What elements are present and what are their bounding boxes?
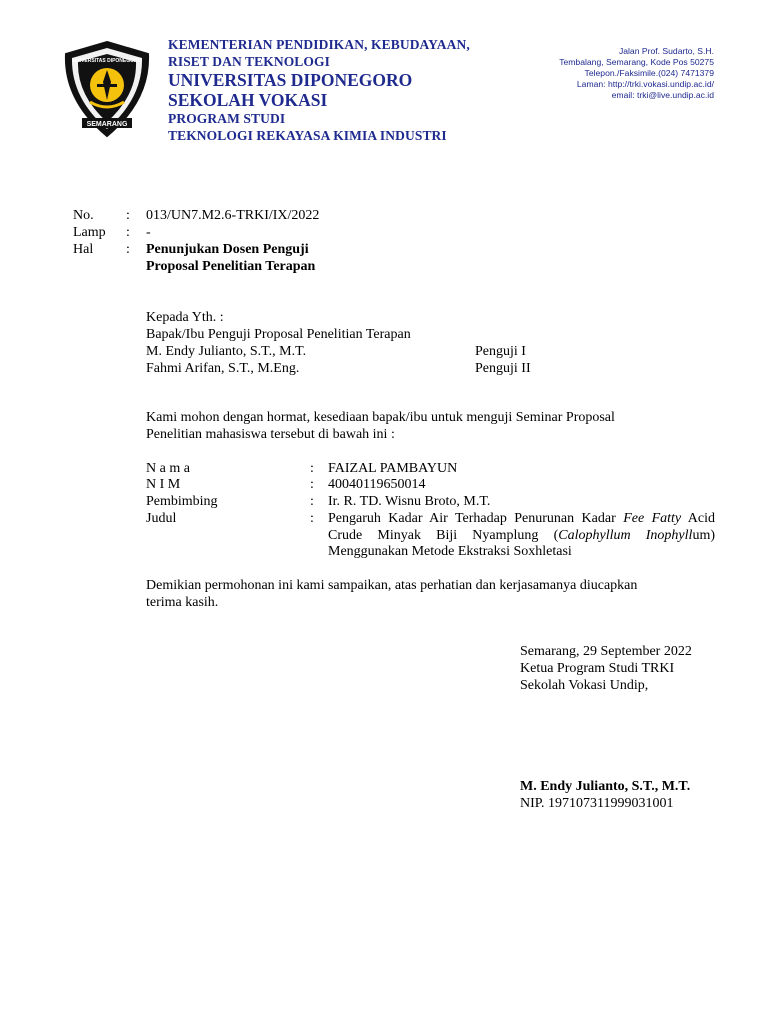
- university-logo: [62, 40, 152, 138]
- address-line: Tembalang, Semarang, Kode Pos 50275: [559, 57, 714, 67]
- subject-line-1: Penunjukan Dosen Penguji: [146, 242, 309, 257]
- closing-line-2: terima kasih.: [146, 595, 219, 610]
- ministry-line-2: RISET DAN TEKNOLOGI: [168, 54, 330, 69]
- title-italic-text: Calophyllum Inophyll: [558, 527, 693, 543]
- nim-label: N I M: [146, 477, 181, 492]
- supervisor-name: Ir. R. TD. Wisnu Broto, M.T.: [328, 494, 491, 509]
- colon: :: [310, 477, 314, 492]
- examiner-role: Penguji II: [475, 361, 531, 376]
- pembimbing-label: Pembimbing: [146, 494, 218, 509]
- program-line-1: PROGRAM STUDI: [168, 111, 286, 126]
- hal-label: Hal: [73, 242, 94, 257]
- examiner-name: Fahmi Arifan, S.T., M.Eng.: [146, 361, 300, 376]
- greeting: Kepada Yth. :: [146, 310, 224, 325]
- student-name: FAIZAL PAMBAYUN: [328, 461, 458, 476]
- recipient-line: Bapak/Ibu Penguji Proposal Penelitian Terapan: [146, 327, 411, 342]
- signer-position: Ketua Program Studi TRKI: [520, 661, 675, 676]
- signer-nip: NIP. 197107311999031001: [520, 796, 674, 811]
- logo-top-text: UNIVERSITAS DIPONEGORO: [72, 58, 142, 64]
- colon: :: [310, 511, 314, 526]
- letterhead-address: [559, 46, 714, 101]
- ministry-line-1: KEMENTERIAN PENDIDIKAN, KEBUDAYAAN,: [168, 37, 470, 52]
- examiner-name: M. Endy Julianto, S.T., M.T.: [146, 344, 307, 359]
- colon: :: [126, 225, 130, 240]
- place-date: Semarang, 29 September 2022: [520, 644, 692, 659]
- program-line-2: TEKNOLOGI REKAYASA KIMIA INDUSTRI: [168, 128, 447, 143]
- colon: :: [126, 242, 130, 257]
- website-line[interactable]: Laman: http://trki.vokasi.undip.ac.id/: [576, 79, 714, 89]
- lamp-value: -: [146, 225, 151, 240]
- title-text: Acid Crude Minyak Biji Nyamplung (: [328, 511, 716, 543]
- school-name: SEKOLAH VOKASI: [168, 90, 328, 110]
- letter-number: 013/UN7.M2.6-TRKI/IX/2022: [146, 208, 320, 223]
- title-text: um) Menggunakan Metode Ekstraksi Soxhletasi: [328, 527, 715, 559]
- judul-label: Judul: [146, 511, 177, 526]
- lamp-label: Lamp: [73, 225, 106, 240]
- examiner-role: Penguji I: [475, 344, 526, 359]
- email-line[interactable]: email: trki@live.undip.ac.id: [611, 90, 714, 100]
- student-nim: 40040119650014: [328, 477, 426, 492]
- colon: :: [126, 208, 130, 223]
- university-name: UNIVERSITAS DIPONEGORO: [168, 70, 413, 90]
- signer-name: M. Endy Julianto, S.T., M.T.: [520, 779, 691, 794]
- address-line: Jalan Prof. Sudarto, S.H.: [618, 46, 714, 56]
- colon: :: [310, 494, 314, 509]
- title-italic-text: Fee Fatty: [623, 511, 682, 526]
- logo-bottom-text: SEMARANG: [86, 121, 128, 128]
- phone-line: Telepon./Faksimile.(024) 7471379: [584, 68, 714, 78]
- letterhead-text: [168, 36, 470, 144]
- intro-line-1: Kami mohon dengan hormat, kesediaan bapak/ibu untuk menguji Seminar Proposal: [146, 410, 615, 425]
- subject-line-2: Proposal Penelitian Terapan: [146, 259, 316, 274]
- colon: :: [310, 461, 314, 476]
- closing-line-1: Demikian permohonan ini kami sampaikan, atas perhatian dan kerjasamanya diucapkan: [146, 578, 638, 593]
- no-label: No.: [73, 208, 94, 223]
- thesis-title: [328, 511, 715, 561]
- nama-label: N a m a: [146, 461, 190, 476]
- intro-line-2: Penelitian mahasiswa tersebut di bawah ini :: [146, 427, 395, 442]
- title-text: Pengaruh Kadar Air Terhadap Penurunan Kadar: [328, 511, 624, 526]
- signer-institution: Sekolah Vokasi Undip,: [520, 678, 649, 693]
